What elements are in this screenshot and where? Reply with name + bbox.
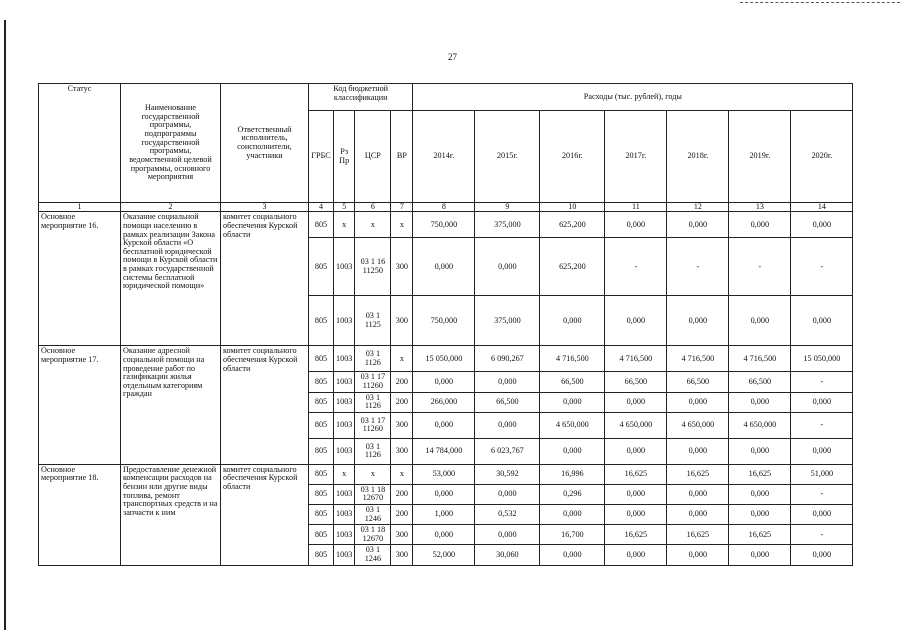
amount-cell: 0,000 [605, 296, 667, 346]
amount-cell: 0,000 [667, 296, 729, 346]
amount-cell: 0,000 [605, 438, 667, 464]
rzpr-cell: 1003 [334, 412, 355, 438]
amount-cell: 625,200 [540, 238, 605, 296]
grbs-cell: 805 [309, 372, 334, 392]
amount-cell: - [605, 238, 667, 296]
amount-cell: 625,200 [540, 212, 605, 238]
rzpr-cell: х [334, 464, 355, 484]
rzpr-cell: х [334, 212, 355, 238]
header-csr: ЦСР [355, 111, 391, 203]
vr-cell: 300 [391, 438, 413, 464]
amount-cell: 0,000 [475, 238, 540, 296]
csr-cell: 03 1 17 11260 [355, 412, 391, 438]
header-status: Статус [39, 84, 121, 203]
amount-cell: 16,625 [605, 525, 667, 545]
amount-cell: - [791, 484, 853, 504]
amount-cell: 0,000 [413, 372, 475, 392]
header-year: 2020г. [791, 111, 853, 203]
amount-cell: 6 023,767 [475, 438, 540, 464]
header-rzpr: Рз Пр [334, 111, 355, 203]
vr-cell: 200 [391, 484, 413, 504]
amount-cell: 4 716,500 [729, 346, 791, 372]
rzpr-cell: 1003 [334, 438, 355, 464]
amount-cell: 4 716,500 [605, 346, 667, 372]
amount-cell: 66,500 [667, 372, 729, 392]
amount-cell: 16,700 [540, 525, 605, 545]
vr-cell: 200 [391, 392, 413, 412]
executor-cell: комитет социального обеспечения Курской области [221, 346, 309, 464]
amount-cell: 0,000 [605, 545, 667, 565]
csr-cell: 03 1 1126 [355, 392, 391, 412]
rzpr-cell: 1003 [334, 346, 355, 372]
status-cell: Основное мероприятие 18. [39, 464, 121, 565]
amount-cell: 0,000 [605, 212, 667, 238]
column-number: 13 [729, 203, 791, 212]
rzpr-cell: 1003 [334, 238, 355, 296]
rzpr-cell: 1003 [334, 525, 355, 545]
vr-cell: 200 [391, 505, 413, 525]
name-cell: Оказание адресной социальной помощи на проведение работ по газификации жилья отдельным категориям граждан [121, 346, 221, 464]
column-number: 8 [413, 203, 475, 212]
amount-cell: 53,000 [413, 464, 475, 484]
amount-cell: 0,000 [413, 412, 475, 438]
csr-cell: х [355, 464, 391, 484]
header-year: 2018г. [667, 111, 729, 203]
column-number: 9 [475, 203, 540, 212]
vr-cell: 200 [391, 372, 413, 392]
column-number: 4 [309, 203, 334, 212]
amount-cell: 0,000 [605, 505, 667, 525]
vr-cell: 300 [391, 296, 413, 346]
grbs-cell: 805 [309, 545, 334, 565]
header-year: 2016г. [540, 111, 605, 203]
grbs-cell: 805 [309, 438, 334, 464]
amount-cell: 0,000 [667, 545, 729, 565]
amount-cell: 0,532 [475, 505, 540, 525]
amount-cell: - [729, 238, 791, 296]
amount-cell: 14 784,000 [413, 438, 475, 464]
amount-cell: 6 090,267 [475, 346, 540, 372]
amount-cell: 0,000 [729, 438, 791, 464]
header-grbs: ГРБС [309, 111, 334, 203]
header-year: 2014г. [413, 111, 475, 203]
vr-cell: 300 [391, 545, 413, 565]
amount-cell: 0,000 [605, 484, 667, 504]
executor-cell: комитет социального обеспечения Курской области [221, 212, 309, 346]
amount-cell: 0,000 [667, 484, 729, 504]
header-year: 2015г. [475, 111, 540, 203]
vr-cell: 300 [391, 238, 413, 296]
table-row [39, 346, 853, 372]
csr-cell: 03 1 18 12670 [355, 484, 391, 504]
rzpr-cell: 1003 [334, 372, 355, 392]
amount-cell: 0,000 [729, 392, 791, 412]
amount-cell: 15 050,000 [791, 346, 853, 372]
amount-cell: 375,000 [475, 296, 540, 346]
amount-cell: - [791, 238, 853, 296]
rzpr-cell: 1003 [334, 545, 355, 565]
amount-cell: - [667, 238, 729, 296]
amount-cell: 30,592 [475, 464, 540, 484]
amount-cell: 66,500 [605, 372, 667, 392]
column-number: 12 [667, 203, 729, 212]
column-number-row [39, 203, 853, 212]
top-rule [740, 2, 900, 3]
amount-cell: 0,000 [540, 438, 605, 464]
amount-cell: 0,000 [413, 525, 475, 545]
amount-cell: 0,000 [729, 212, 791, 238]
amount-cell: 0,000 [475, 484, 540, 504]
amount-cell: 4 650,000 [667, 412, 729, 438]
amount-cell: 266,000 [413, 392, 475, 412]
header-year: 2017г. [605, 111, 667, 203]
amount-cell: 0,000 [540, 296, 605, 346]
rzpr-cell: 1003 [334, 505, 355, 525]
amount-cell: 0,000 [791, 212, 853, 238]
amount-cell: 4 650,000 [605, 412, 667, 438]
table-row [39, 212, 853, 238]
amount-cell: 0,000 [540, 545, 605, 565]
header-executor: Ответственный исполнитель, соисполнители, участники [221, 84, 309, 203]
expenses-table [38, 83, 853, 566]
amount-cell: 0,000 [475, 525, 540, 545]
header-vr: ВР [391, 111, 413, 203]
header-year: 2019г. [729, 111, 791, 203]
amount-cell: 16,625 [729, 525, 791, 545]
amount-cell: 375,000 [475, 212, 540, 238]
amount-cell: 30,060 [475, 545, 540, 565]
vr-cell: х [391, 212, 413, 238]
amount-cell: 16,625 [667, 464, 729, 484]
grbs-cell: 805 [309, 484, 334, 504]
grbs-cell: 805 [309, 212, 334, 238]
csr-cell: 03 1 1125 [355, 296, 391, 346]
amount-cell: 0,000 [729, 484, 791, 504]
amount-cell: 0,000 [605, 392, 667, 412]
status-cell: Основное мероприятие 17. [39, 346, 121, 464]
grbs-cell: 805 [309, 238, 334, 296]
vr-cell: 300 [391, 412, 413, 438]
csr-cell: 03 1 1126 [355, 438, 391, 464]
amount-cell: 66,500 [729, 372, 791, 392]
column-number: 6 [355, 203, 391, 212]
amount-cell: 0,000 [667, 212, 729, 238]
amount-cell: 0,000 [667, 505, 729, 525]
amount-cell: 0,000 [791, 505, 853, 525]
amount-cell: 4 716,500 [667, 346, 729, 372]
amount-cell: 15 050,000 [413, 346, 475, 372]
amount-cell: 66,500 [475, 392, 540, 412]
amount-cell: 0,000 [475, 412, 540, 438]
amount-cell: 52,000 [413, 545, 475, 565]
amount-cell: 4 650,000 [540, 412, 605, 438]
amount-cell: - [791, 372, 853, 392]
amount-cell: 0,000 [475, 372, 540, 392]
header-expenses: Расходы (тыс. рублей), годы [413, 84, 853, 111]
column-number: 5 [334, 203, 355, 212]
amount-cell: 0,000 [791, 296, 853, 346]
amount-cell: 0,000 [729, 505, 791, 525]
amount-cell: - [791, 412, 853, 438]
rzpr-cell: 1003 [334, 296, 355, 346]
csr-cell: 03 1 1246 [355, 545, 391, 565]
amount-cell: 16,625 [667, 525, 729, 545]
csr-cell: 03 1 16 11250 [355, 238, 391, 296]
name-cell: Предоставление денежной компенсации расходов на бензин или другие виды топлива, ремонт транспортных средств и на запчасти к ним [121, 464, 221, 565]
grbs-cell: 805 [309, 296, 334, 346]
amount-cell: 4 650,000 [729, 412, 791, 438]
binding-edge [4, 20, 6, 630]
amount-cell: 750,000 [413, 212, 475, 238]
amount-cell: 0,000 [729, 545, 791, 565]
amount-cell: 0,000 [540, 392, 605, 412]
amount-cell: 0,296 [540, 484, 605, 504]
page-number: 27 [448, 52, 457, 62]
amount-cell: 66,500 [540, 372, 605, 392]
amount-cell: 0,000 [729, 296, 791, 346]
csr-cell: 03 1 17 11260 [355, 372, 391, 392]
table-row [39, 464, 853, 484]
vr-cell: 300 [391, 525, 413, 545]
amount-cell: 16,625 [729, 464, 791, 484]
amount-cell: 0,000 [791, 392, 853, 412]
grbs-cell: 805 [309, 346, 334, 372]
amount-cell: 0,000 [667, 438, 729, 464]
csr-cell: х [355, 212, 391, 238]
table-header [39, 84, 853, 212]
amount-cell: 0,000 [540, 505, 605, 525]
amount-cell: 0,000 [791, 545, 853, 565]
column-number: 7 [391, 203, 413, 212]
amount-cell: 0,000 [413, 238, 475, 296]
amount-cell: 16,996 [540, 464, 605, 484]
column-number: 3 [221, 203, 309, 212]
grbs-cell: 805 [309, 392, 334, 412]
status-cell: Основное мероприятие 16. [39, 212, 121, 346]
column-number: 14 [791, 203, 853, 212]
amount-cell: 0,000 [667, 392, 729, 412]
amount-cell: 0,000 [791, 438, 853, 464]
vr-cell: х [391, 464, 413, 484]
vr-cell: х [391, 346, 413, 372]
csr-cell: 03 1 1246 [355, 505, 391, 525]
amount-cell: 1,000 [413, 505, 475, 525]
amount-cell: 0,000 [413, 484, 475, 504]
table-body [39, 212, 853, 565]
grbs-cell: 805 [309, 464, 334, 484]
rzpr-cell: 1003 [334, 484, 355, 504]
grbs-cell: 805 [309, 505, 334, 525]
amount-cell: 51,000 [791, 464, 853, 484]
csr-cell: 03 1 1126 [355, 346, 391, 372]
rzpr-cell: 1003 [334, 392, 355, 412]
name-cell: Оказание социальной помощи населению в рамках реализации Закона Курской области «О бесплатной юридической помощи в Курской области в рамках государственной системы бесплатной юридической помощи» [121, 212, 221, 346]
header-budget-code: Код бюджетной классификации [309, 84, 413, 111]
column-number: 1 [39, 203, 121, 212]
amount-cell: - [791, 525, 853, 545]
executor-cell: комитет социального обеспечения Курской области [221, 464, 309, 565]
column-number: 10 [540, 203, 605, 212]
header-name: Наименование государственной программы, подпрограммы государственной программы, ведомственной целевой программы, основного мероприятия [121, 84, 221, 203]
grbs-cell: 805 [309, 412, 334, 438]
csr-cell: 03 1 18 12670 [355, 525, 391, 545]
column-number: 2 [121, 203, 221, 212]
amount-cell: 750,000 [413, 296, 475, 346]
amount-cell: 4 716,500 [540, 346, 605, 372]
grbs-cell: 805 [309, 525, 334, 545]
amount-cell: 16,625 [605, 464, 667, 484]
column-number: 11 [605, 203, 667, 212]
